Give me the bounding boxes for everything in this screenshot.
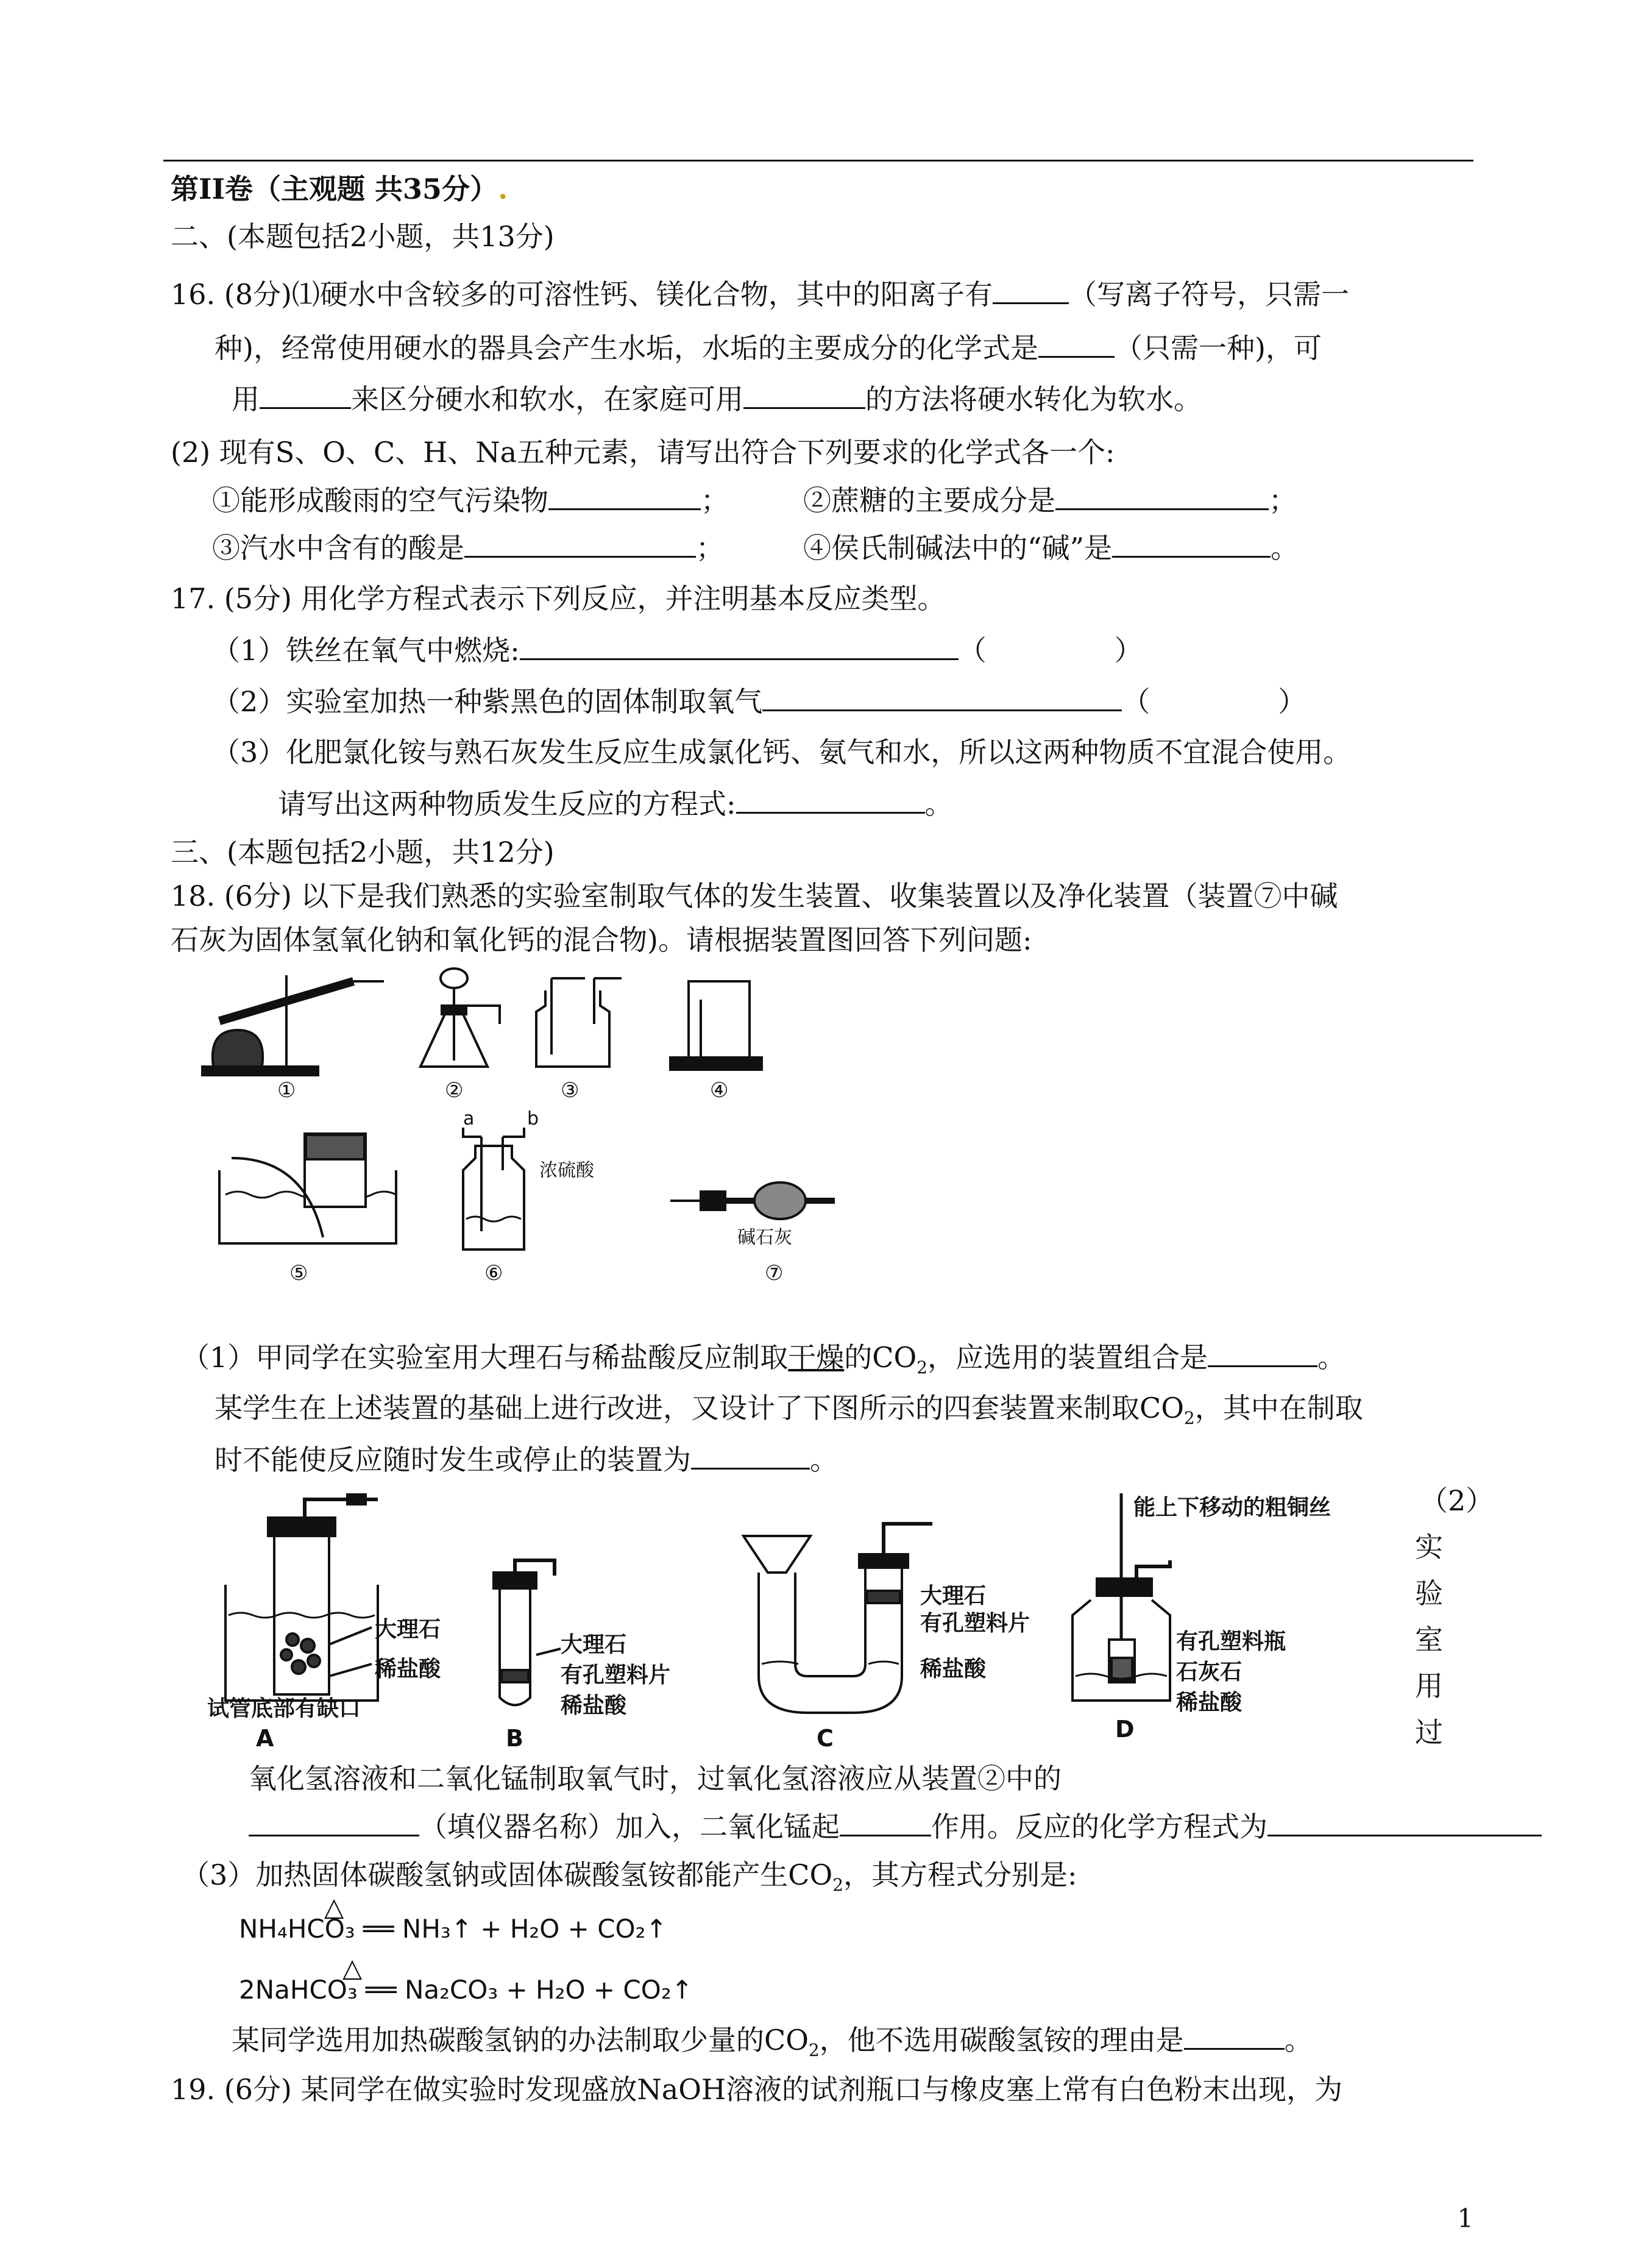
q18-p3-line2: 某同学选用加热碳酸氢钠的办法制取少量的$CO_2$，他不选用碳酸氢铵的理由是 。 [232, 2021, 1313, 2069]
device-3 [536, 978, 622, 1067]
b-label: B [506, 1725, 523, 1752]
a-label: A [256, 1725, 274, 1752]
port-a: a [463, 1108, 475, 1129]
q17-c: （3）化肥氯化铵与熟石灰发生反应生成氯化钙、氨气和水，所以这两种物质不宜混合使用。 [212, 736, 1352, 769]
fig-label-3: ③ [561, 1078, 580, 1103]
q16-item1: ①能形成酸雨的空气污染物 ； [212, 482, 729, 519]
top-rule [163, 160, 1473, 162]
q18-line1: 18. (6分) 以下是我们熟悉的实验室制取气体的发生装置、收集装置以及净化装置（装置⑦中碱 [171, 880, 1338, 912]
device-5 [219, 1134, 396, 1243]
q17-c2: 请写出这两种物质发生反应的方程式: 。 [278, 785, 953, 822]
d-label-3: 石灰石 [1176, 1660, 1243, 1685]
q17-a: （1）铁丝在氧气中燃烧: （ ） [212, 631, 1143, 669]
q18-p2-number: （2） [1420, 1484, 1494, 1517]
d-label-4: 稀盐酸 [1176, 1690, 1243, 1715]
part3-heading: 三、(本题包括2小题，共12分) [171, 836, 555, 869]
q18-p1-line2: 某学生在上述装置的基础上进行改进，又设计了下图所示的四套装置来制取$CO_2$，其中在制取 [214, 1392, 1363, 1429]
q16-line2: 种)，经常使用硬水的器具会产生水垢，水垢的主要成分的化学式是 （只需一种)，可 [214, 329, 1322, 366]
port-b: b [527, 1108, 539, 1129]
delta-2: △ [342, 1953, 363, 1983]
q18-p3-line1: （3）加热固体碳酸氢钠或固体碳酸氢铵都能产生$CO_2$，其方程式分别是: [182, 1858, 1077, 1896]
q17-line1: 17. (5分) 用化学方程式表示下列反应，并注明基本反应类型。 [171, 582, 946, 615]
apparatus-figure-1 [195, 963, 890, 1292]
apparatus-figure-2 [195, 1493, 1414, 1755]
c-label-3: 稀盐酸 [920, 1657, 987, 1682]
acid-label: 浓硫酸 [539, 1160, 594, 1181]
fig-label-6: ⑥ [484, 1261, 503, 1285]
device-b [494, 1560, 561, 1705]
q16-part2: (2) 现有S、O、C、H、Na五种元素，请写出符合下列要求的化学式各一个: [171, 436, 1115, 469]
device-6 [463, 1128, 524, 1250]
q16-item2: ②蔗糖的主要成分是 ； [803, 482, 1297, 519]
soda-lime-label: 碱石灰 [737, 1227, 792, 1248]
d-label: D [1115, 1716, 1135, 1743]
a-label-2: 稀盐酸 [375, 1657, 441, 1682]
fig-label-7: ⑦ [765, 1261, 784, 1285]
q18-p1-line1: （1）甲同学在实验室用大理石与稀盐酸反应制取干燥的$CO_2$，应选用的装置组合是 。 [182, 1338, 1346, 1386]
fig-label-2: ② [445, 1078, 464, 1103]
b-label-1: 大理石 [561, 1632, 627, 1657]
q16-line3: 用 来区分硬水和软水，在家庭可用 的方法将硬水转化为软水。 [232, 380, 1202, 418]
d-label-1: 能上下移动的粗铜丝 [1133, 1495, 1331, 1520]
b-label-2: 有孔塑料片 [561, 1663, 671, 1688]
fig-label-5: ⑤ [289, 1261, 308, 1285]
device-a [225, 1495, 378, 1701]
page-number: 1 [1457, 2203, 1473, 2233]
equation-1: NH₄HCO₃ ══ NH₃↑ + H₂O + CO₂↑ [239, 1914, 667, 1944]
q18-p2-vertical: 实 验 室 用 过 [1415, 1530, 1443, 1749]
q16-line1: 16. (8分)⑴硬水中含较多的可溶性钙、镁化合物，其中的阳离子有 （写离子符号，只需一 [171, 276, 1349, 313]
device-2 [420, 969, 500, 1067]
device-c [743, 1524, 932, 1713]
c-label-1: 大理石 [920, 1584, 987, 1609]
a-label-3: 试管底部有缺口 [207, 1696, 361, 1721]
fig-label-1: ① [277, 1078, 296, 1103]
q19-line1: 19. (6分) 某同学在做实验时发现盛放NaOH溶液的试剂瓶口与橡皮塞上常有白色粉末出现，为 [171, 2073, 1343, 2106]
b-label-3: 稀盐酸 [561, 1693, 627, 1718]
fig-label-4: ④ [710, 1078, 729, 1103]
c-label-2: 有孔塑料片 [920, 1611, 1030, 1636]
device-d [1072, 1493, 1170, 1701]
q18-line2: 石灰为固体氢氧化钠和氧化钙的混合物)。请根据装置图回答下列问题: [171, 923, 1032, 956]
device-1 [202, 975, 384, 1075]
d-label-2: 有孔塑料瓶 [1176, 1629, 1286, 1654]
c-label: C [817, 1725, 834, 1752]
part2-heading: 二、(本题包括2小题，共13分) [171, 220, 555, 253]
q16-item4: ④侯氏制碱法中的“碱”是 。 [803, 529, 1299, 566]
q18-p2-line2: （填仪器名称）加入，二氧化锰起 作用。反应的化学方程式为 [249, 1808, 1632, 1845]
delta-1: △ [324, 1892, 344, 1922]
q18-p2-line1: 氧化氢溶液和二氧化锰制取氧气时，过氧化氢溶液应从装置②中的 [249, 1762, 1062, 1795]
equation-2: 2NaHCO₃ ══ Na₂CO₃ + H₂O + CO₂↑ [239, 1975, 693, 2005]
q17-b: （2）实验室加热一种紫黑色的固体制取氧气 （ ） [212, 683, 1306, 720]
section-title: 第II卷（主观题 共35分）. [171, 172, 508, 205]
device-7 [670, 1182, 835, 1219]
device-4 [670, 981, 762, 1070]
q16-item3: ③汽水中含有的酸是 ； [212, 529, 724, 566]
q18-p1-line3: 时不能使反应随时发生或停止的装置为 。 [214, 1441, 838, 1478]
a-label-1: 大理石 [375, 1617, 441, 1642]
